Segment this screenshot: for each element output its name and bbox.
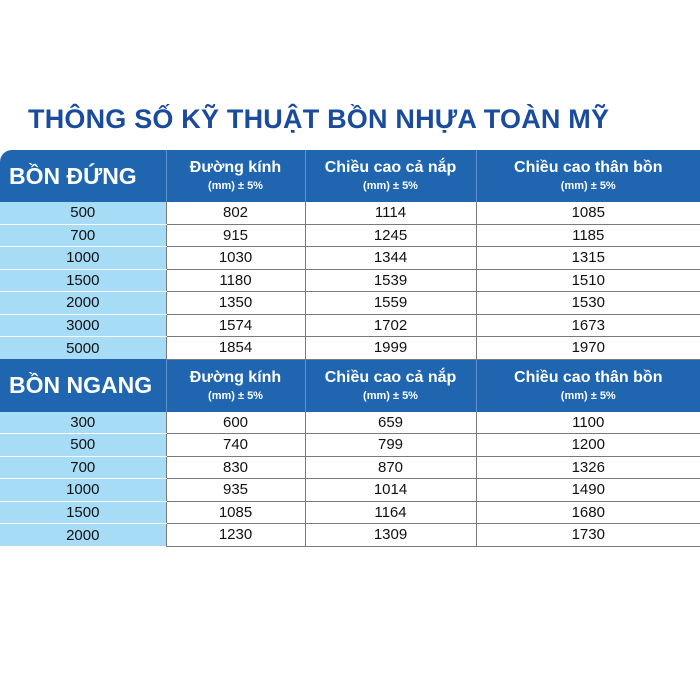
- column-header-unit: (mm) ± 5%: [208, 180, 263, 192]
- value-cell: 1230: [166, 524, 305, 547]
- value-cell: 1315: [476, 247, 700, 270]
- column-header: [166, 359, 305, 412]
- table-row: [0, 224, 700, 247]
- capacity-cell: 2000: [0, 292, 166, 315]
- table-row: [0, 501, 700, 524]
- value-cell: 740: [166, 434, 305, 457]
- section-header-row: [0, 150, 700, 202]
- table-row: [0, 479, 700, 502]
- value-cell: 1344: [305, 247, 476, 270]
- value-cell: 1702: [305, 314, 476, 337]
- capacity-cell: 1500: [0, 501, 166, 524]
- value-cell: 1030: [166, 247, 305, 270]
- value-cell: 659: [305, 412, 476, 434]
- page-title: THÔNG SỐ KỸ THUẬT BỒN NHỰA TOÀN MỸ: [28, 104, 610, 134]
- table-row: [0, 434, 700, 457]
- value-cell: 870: [305, 456, 476, 479]
- column-header-title: Đường kính: [189, 159, 282, 176]
- value-cell: 1970: [476, 337, 700, 360]
- section-label: BỒN ĐỨNG: [0, 150, 166, 202]
- column-header-title: Đường kính: [189, 368, 282, 386]
- column-header: [476, 150, 700, 202]
- value-cell: 1539: [305, 269, 476, 292]
- value-cell: 1180: [166, 269, 305, 292]
- value-cell: 1200: [476, 434, 700, 457]
- column-header-title: Chiều cao thân bồn: [514, 368, 663, 386]
- capacity-cell: 2000: [0, 524, 166, 547]
- value-cell: 600: [166, 412, 305, 434]
- value-cell: 1680: [476, 501, 700, 524]
- capacity-cell: 1500: [0, 269, 166, 292]
- value-cell: 802: [166, 202, 305, 224]
- capacity-cell: 5000: [0, 337, 166, 360]
- value-cell: 1245: [305, 224, 476, 247]
- value-cell: 1673: [476, 314, 700, 337]
- value-cell: 1185: [476, 224, 700, 247]
- table-row: [0, 456, 700, 479]
- table-row: [0, 337, 700, 360]
- column-header-unit: (mm) ± 5%: [560, 389, 616, 402]
- section-header-row: [0, 359, 700, 412]
- value-cell: 1574: [166, 314, 305, 337]
- table-row: [0, 247, 700, 270]
- table-row: [0, 524, 700, 547]
- value-cell: 1530: [476, 292, 700, 315]
- capacity-cell: 500: [0, 202, 166, 224]
- value-cell: 1350: [166, 292, 305, 315]
- value-cell: 1100: [476, 412, 700, 434]
- capacity-cell: 500: [0, 434, 166, 457]
- value-cell: 1559: [305, 292, 476, 315]
- capacity-cell: 3000: [0, 314, 166, 337]
- value-cell: 1326: [476, 456, 700, 479]
- spec-table: [0, 150, 700, 547]
- capacity-cell: 700: [0, 456, 166, 479]
- value-cell: 1510: [476, 269, 700, 292]
- table-row: [0, 202, 700, 224]
- table-row: [0, 269, 700, 292]
- column-header: [476, 359, 700, 412]
- value-cell: 915: [166, 224, 305, 247]
- table-row: [0, 314, 700, 337]
- column-header-unit: (mm) ± 5%: [363, 389, 418, 402]
- capacity-cell: 1000: [0, 247, 166, 270]
- column-header-unit: (mm) ± 5%: [560, 180, 616, 192]
- table-row: [0, 412, 700, 434]
- value-cell: 1014: [305, 479, 476, 502]
- value-cell: 1309: [305, 524, 476, 547]
- column-header-unit: (mm) ± 5%: [363, 180, 418, 192]
- value-cell: 1085: [166, 501, 305, 524]
- value-cell: 1164: [305, 501, 476, 524]
- value-cell: 1730: [476, 524, 700, 547]
- value-cell: 935: [166, 479, 305, 502]
- spec-table-body: [0, 150, 700, 546]
- capacity-cell: 700: [0, 224, 166, 247]
- value-cell: 799: [305, 434, 476, 457]
- value-cell: 830: [166, 456, 305, 479]
- value-cell: 1999: [305, 337, 476, 360]
- section-label: BỒN NGANG: [0, 359, 166, 412]
- column-header-unit: (mm) ± 5%: [208, 389, 263, 402]
- column-header: [305, 150, 476, 202]
- column-header-title: Chiều cao cả nắp: [324, 159, 457, 176]
- capacity-cell: 1000: [0, 479, 166, 502]
- column-header-title: Chiều cao cả nắp: [324, 368, 457, 386]
- value-cell: 1085: [476, 202, 700, 224]
- capacity-cell: 300: [0, 412, 166, 434]
- value-cell: 1854: [166, 337, 305, 360]
- column-header: [166, 150, 305, 202]
- table-row: [0, 292, 700, 315]
- value-cell: 1490: [476, 479, 700, 502]
- column-header: [305, 359, 476, 412]
- column-header-title: Chiều cao thân bồn: [514, 159, 663, 176]
- value-cell: 1114: [305, 202, 476, 224]
